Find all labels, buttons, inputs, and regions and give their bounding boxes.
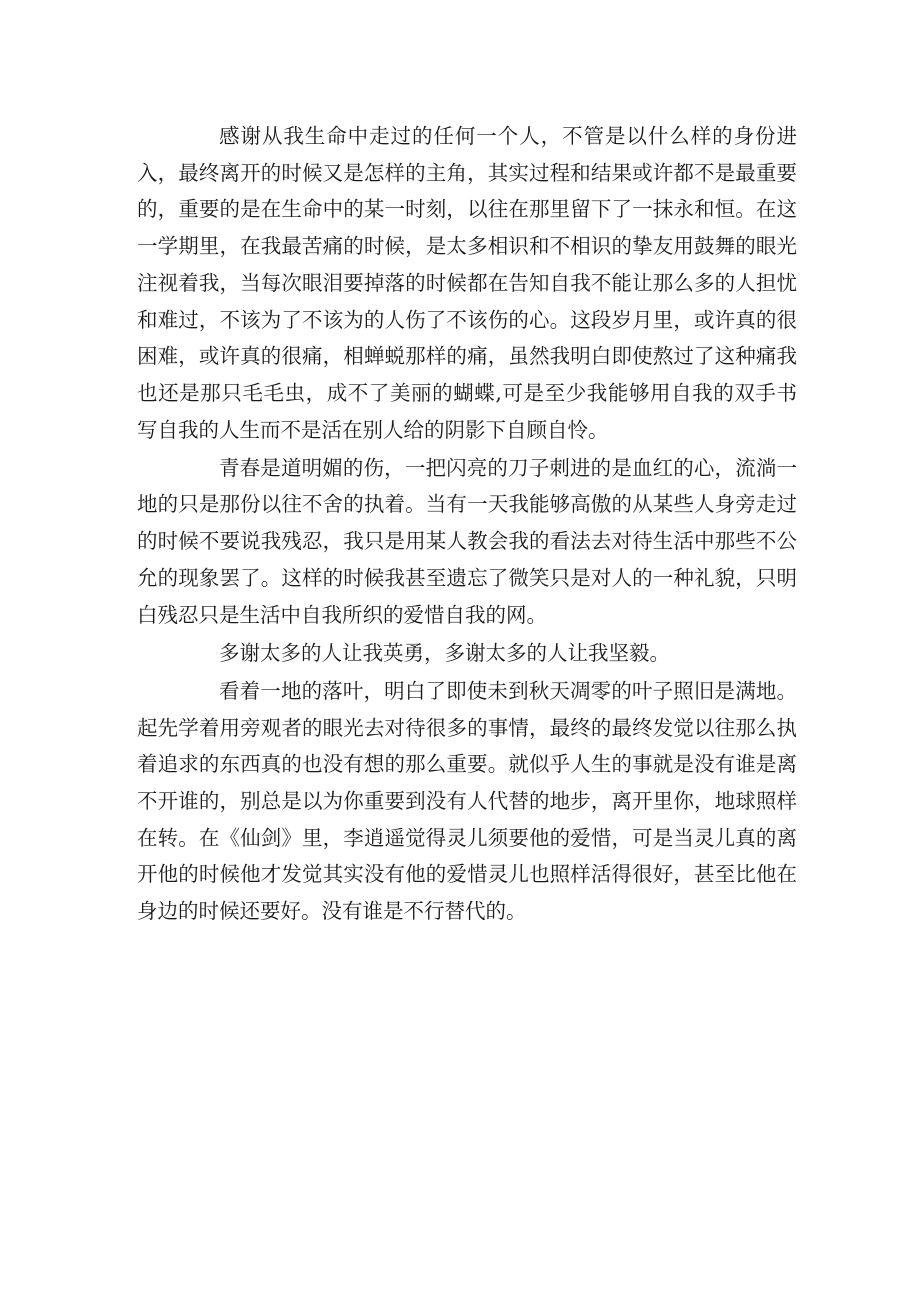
document-body [137, 118, 797, 931]
paragraph-1: 感谢从我生命中走过的任何一个人，不管是以什么样的身份进入，最终离开的时候又是怎样的主角，其实过程和结果或许都不是最重要的，重要的是在生命中的某一时刻，以往在那里留下了一抹永和恒。在这一学期里，在我最苦痛的时候，是太多相识和不相识的挚友用鼓舞的眼光注视着我，当每次眼泪要掉落的时候都在告知自我不能让那么多的人担忧和难过，不该为了不该为的人伤了不该伤的心。这段岁月里，或许真的很困难，或许真的很痛，相蝉蜕那样的痛，虽然我明白即使熬过了这种痛我也还是那只毛毛虫，成不了美丽的蝴蝶,可是至少我能够用自我的双手书写自我的人生而不是活在别人给的阴影下自顾自怜。 [137, 124, 797, 442]
paragraph-4: 看着一地的落叶，明白了即使未到秋天凋零的叶子照旧是满地。起先学着用旁观者的眼光去对待很多的事情，最终的最终发觉以往那么执着追求的东西真的也没有想的那么重要。就似乎人生的事就是没有谁是离不开谁的，别总是以为你重要到没有人代替的地步，离开里你，地球照样在转。在《仙剑》里，李逍遥觉得灵儿须要他的爱惜，可是当灵儿真的离开他的时候他才发觉其实没有他的爱惜灵儿也照样活得很好，甚至比他在身边的时候还要好。没有谁是不行替代的。 [137, 678, 797, 924]
paragraph-3: 多谢太多的人让我英勇，多谢太多的人让我坚毅。 [219, 640, 670, 665]
paragraph-2: 青春是道明媚的伤，一把闪亮的刀子刺进的是血红的心，流淌一地的只是那份以往不舍的执着。当有一天我能够高傲的从某些人身旁走过的时候不要说我残忍，我只是用某人教会我的看法去对待生活中那些不公允的现象罢了。这样的时候我甚至遗忘了微笑只是对人的一种礼貌，只明白残忍只是生活中自我所织的爱惜自我的网。 [137, 455, 797, 627]
